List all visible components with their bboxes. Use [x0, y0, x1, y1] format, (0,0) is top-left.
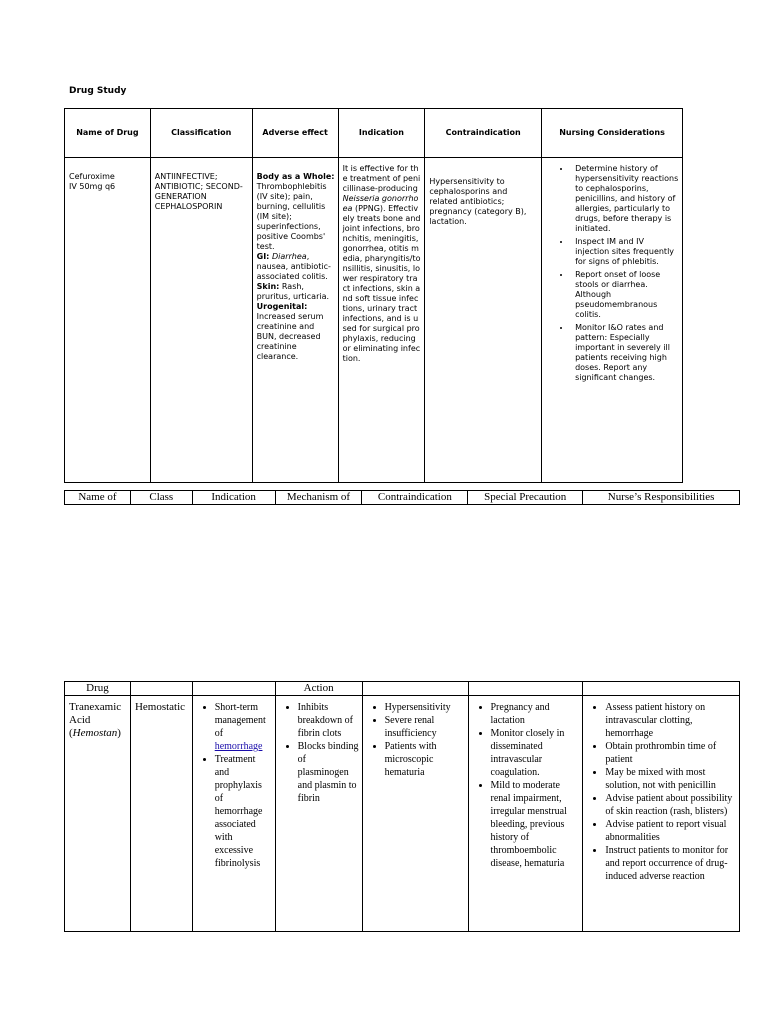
list-item: • Hypersensitivity — [385, 701, 465, 714]
adverse-gi-text: , nausea, antibiotic-associated colitis. — [256, 252, 331, 281]
header-contraindication: Contraindication — [362, 491, 468, 505]
header-nurses-responsibilities: Nurse’s Responsibilities — [583, 491, 740, 505]
list-item: • Determine history of hypersensitivity reactions to cephalosporins, penicillins, and history of allergies, particularly to drugs, before therapy is initiated. — [571, 164, 679, 234]
table-row — [65, 696, 740, 932]
nursing-list — [546, 164, 679, 383]
header-classification: Classification — [150, 109, 252, 158]
table-row — [65, 158, 683, 483]
adverse-gi-label: GI: — [256, 252, 270, 261]
list-item — [215, 701, 272, 753]
action-list — [280, 701, 359, 805]
header-name-of-drug: Name of Drug — [65, 109, 151, 158]
classification-text: ANTIINFECTIVE; ANTIBIOTIC; SECOND-GENERATION CEPHALOSPORIN — [154, 172, 243, 211]
list-item: • Assess patient history on intravascular clotting, hemorrhage — [605, 701, 736, 740]
list-item: • Pregnancy and lactation — [491, 701, 580, 727]
cell-indication — [338, 158, 425, 483]
table-header-row — [65, 109, 683, 158]
adverse-uro-label: Urogenital: — [256, 302, 308, 311]
table-header-row — [65, 682, 740, 696]
header-action: Action — [275, 682, 362, 696]
header-special-precaution: Special Precaution — [468, 491, 583, 505]
header-name-of: Name of — [65, 491, 131, 505]
document-title: Drug Study — [69, 86, 127, 96]
adverse-skin-label: Skin: — [256, 282, 280, 291]
responsibilities-list — [587, 701, 736, 883]
header-contraindication: Contraindication — [425, 109, 542, 158]
header-indication: Indication — [192, 491, 275, 505]
list-item: • Inhibits breakdown of fibrin clots — [298, 701, 359, 740]
cell-class — [130, 696, 192, 932]
header-empty — [468, 682, 583, 696]
cell-action — [275, 696, 362, 932]
precaution-list — [473, 701, 580, 870]
list-item: • Severe renal insufficiency — [385, 714, 465, 740]
cell-contraindication — [362, 696, 468, 932]
adverse-skin-text: Rash, pruritus, urticaria. — [256, 282, 330, 301]
cell-special-precaution — [468, 696, 583, 932]
header-empty — [130, 682, 192, 696]
adverse-body-label: Body as a Whole: — [256, 172, 335, 181]
contraindication-list — [367, 701, 465, 779]
header-empty — [362, 682, 468, 696]
class-text: Hemostatic — [134, 701, 186, 713]
drug-dose: IV 50mg q6 — [69, 182, 116, 191]
header-drug: Drug — [65, 682, 131, 696]
tranexamic-acid-table — [64, 681, 740, 932]
adverse-uro-text: Increased serum creatinine and BUN, decreased creatinine clearance. — [256, 312, 324, 361]
indication-part1: It is effective for the treatment of penicillinase-producing — [342, 164, 421, 193]
cell-nurses-responsibilities — [583, 696, 740, 932]
header-adverse-effect: Adverse effect — [252, 109, 338, 158]
cell-indication — [192, 696, 275, 932]
list-item: • Advise patient about possibility of skin reaction (rash, blisters) — [605, 792, 736, 818]
contraindication-text: Hypersensitivity to cephalosporins and related antibiotics; pregnancy (category B), lactation. — [429, 177, 527, 226]
list-item: • Inspect IM and IV injection sites frequently for signs of phlebitis. — [571, 237, 679, 267]
header-only-table — [64, 490, 740, 505]
list-item: • Blocks binding of plasminogen and plasmin to fibrin — [298, 740, 359, 805]
list-item: • Monitor closely in disseminated intravascular coagulation. — [491, 727, 580, 779]
header-empty — [192, 682, 275, 696]
list-item: • Monitor I&O rates and pattern: Especially important in severely ill patients receiving high doses. Report any significant changes. — [571, 323, 679, 383]
drug-brand: Hemostan — [72, 727, 118, 739]
cell-classification — [150, 158, 252, 483]
list-item: • May be mixed with most solution, not with penicillin — [605, 766, 736, 792]
indication-part2: (PPNG). Effectively treats bone and joint infections, bronchitis, meningitis, gonorrhea, otitis media, pharyngitis/tonsillitis, sinusitis, lower respiratory tract infections, skin and soft tissue infections, urinary tract infections, and is used for surgical prophylaxis, reducing or eliminating infection. — [342, 204, 421, 363]
cell-contraindication — [425, 158, 542, 483]
hemorrhage-link[interactable]: hemorrhage — [214, 741, 263, 752]
cell-adverse-effect — [252, 158, 338, 483]
list-item: • Treatment and prophylaxis of hemorrhage associated with excessive fibrinolysis — [215, 753, 272, 870]
table-header-row — [65, 491, 740, 505]
indication-list — [197, 701, 272, 870]
list-item: • Advise patient to report visual abnormalities — [605, 818, 736, 844]
indication-text: Short-term management of — [214, 702, 266, 739]
cell-drug: Tranexamic Acid (Hemostan) — [65, 696, 131, 932]
cell-drug-name — [65, 158, 151, 483]
header-empty — [583, 682, 740, 696]
header-nursing-considerations: Nursing Considerations — [542, 109, 683, 158]
list-item: • Mild to moderate renal impairment, irregular menstrual bleeding, previous history of thromboembolic disease, hematuria — [491, 779, 580, 870]
list-item: • Obtain prothrombin time of patient — [605, 740, 736, 766]
drug-name: Cefuroxime — [69, 172, 115, 181]
drug-study-table — [64, 108, 683, 483]
drug-name: Tranexamic Acid — [69, 701, 122, 726]
indication-italic: Neisseria gonorrhoea — [342, 194, 419, 213]
adverse-gi-italic: Diarrhea — [271, 252, 307, 261]
header-mechanism: Mechanism of — [275, 491, 362, 505]
adverse-body-text: Thrombophlebitis (IV site); pain, burning, cellulitis (IM site); superinfections, positive Coombs' test. — [256, 182, 327, 251]
list-item: • Report onset of loose stools or diarrhea. Although pseudomembranous colitis. — [571, 270, 679, 320]
header-class: Class — [130, 491, 192, 505]
cell-nursing-considerations — [542, 158, 683, 483]
list-item: • Patients with microscopic hematuria — [385, 740, 465, 779]
header-indication: Indication — [338, 109, 425, 158]
list-item: • Instruct patients to monitor for and report occurrence of drug-induced adverse reaction — [605, 844, 736, 883]
